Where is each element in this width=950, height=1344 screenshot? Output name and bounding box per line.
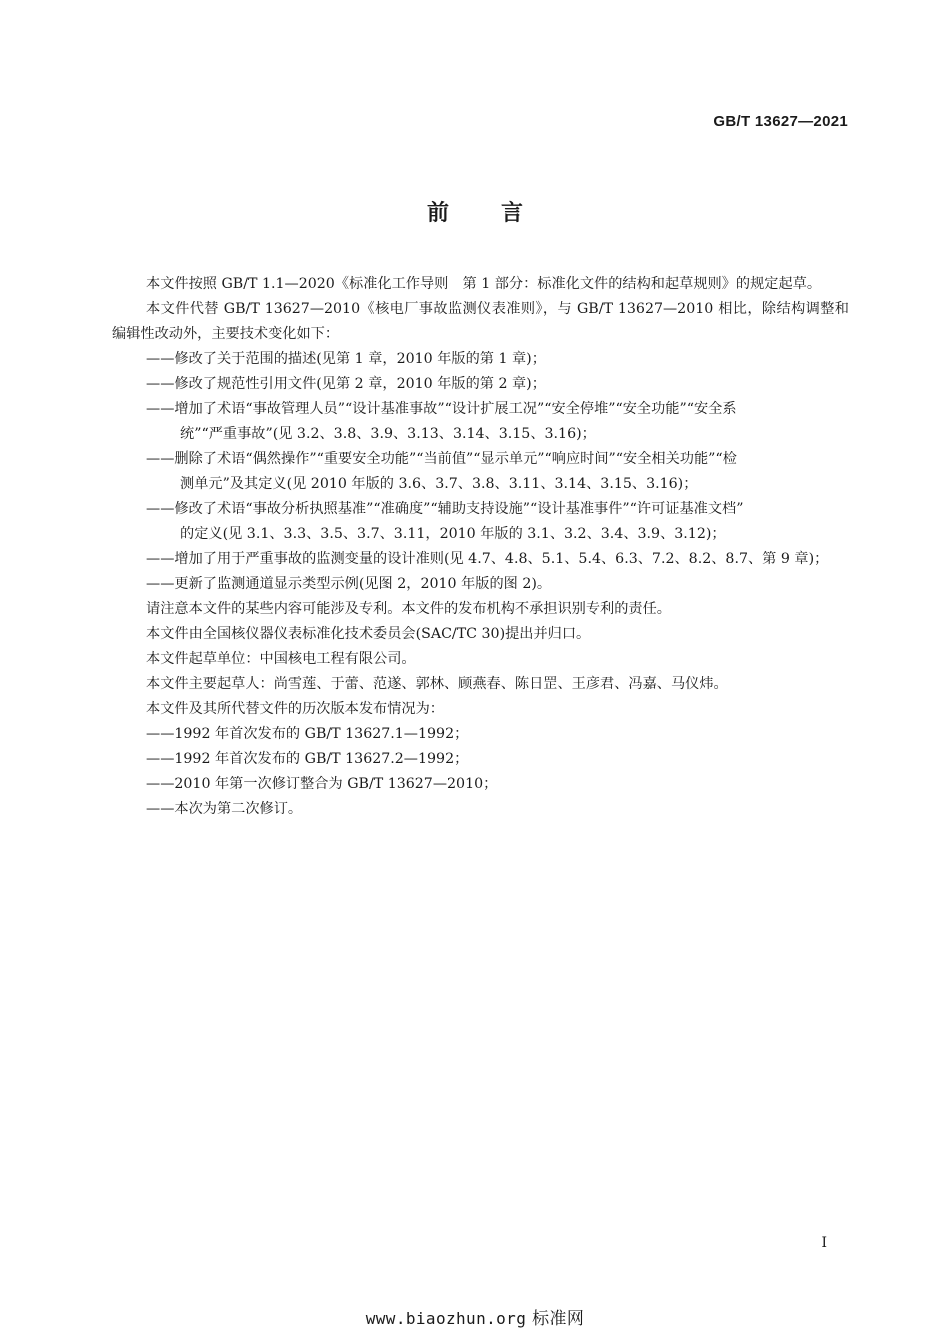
list-item: ——本次为第二次修订。 [146,801,303,817]
list-item-text: ——增加了用于严重事故的监测变量的设计准则(见 4.7、4.8、5.1、5.4、6.3、7.2、8.2、8.7、第 9 章)； [146,551,829,567]
paragraph-drafting-rules: 本文件按照 GB/T 1.1—2020《标准化工作导则 第 1 部分：标准化文件的结构和起草规则》的规定起草。 [146,276,822,292]
list-item [112,397,849,447]
document-body [112,272,849,822]
footer-url[interactable]: www.biaozhun.org [365,1309,527,1328]
list-item-text: ——更新了监测通道显示类型示例(见图 2，2010 年版的图 2)。 [146,576,552,592]
technical-changes-list [112,347,849,597]
list-item: ——1992 年首次发布的 GB/T 13627.2—1992； [146,751,469,767]
list-item-continuation: 的定义(见 3.1、3.3、3.5、3.7、3.11，2010 年版的 3.1、3.2、3.4、3.9、3.12)； [180,526,726,542]
paragraph-drafters: 本文件主要起草人：尚雪莲、于蕾、范遂、郭林、顾燕春、陈日罡、王彦君、冯嘉、马仪炜。 [146,676,728,692]
list-item-text: ——增加了术语“事故管理人员”“设计基准事故”“设计扩展工况”“安全停堆”“安全功能”“安全系 [146,401,737,417]
standard-code: GB/T 13627—2021 [713,113,848,130]
list-item [112,497,849,547]
list-item-text: ——修改了术语“事故分析执照基准”“准确度”“辅助支持设施”“设计基准事件”“许可证基准文档” [146,501,744,517]
list-item [112,547,849,572]
paragraph-proposer: 本文件由全国核仪器仪表标准化技术委员会(SAC/TC 30)提出并归口。 [146,626,591,642]
list-item: ——2010 年第一次修订整合为 GB/T 13627—2010； [146,776,498,792]
paragraph-replacement: 本文件代替 GB/T 13627—2010《核电厂事故监测仪表准则》，与 GB/T 13627—2010 相比，除结构调整和编辑性改动外，主要技术变化如下： [112,301,849,342]
list-item [112,447,849,497]
footer-site-name: 标准网 [532,1309,585,1329]
list-item-continuation: 测单元”及其定义(见 2010 年版的 3.6、3.7、3.8、3.11、3.14、3.15、3.16)； [180,476,698,492]
list-item-continuation: 统”“严重事故”(见 3.2、3.8、3.9、3.13、3.14、3.15、3.16)； [180,426,596,442]
page-number: I [821,1235,827,1251]
list-item-text: ——删除了术语“偶然操作”“重要安全功能”“当前值”“显示单元”“响应时间”“安全相关功能”“检 [146,451,737,467]
page-title: 前言 [426,201,575,226]
list-item [112,572,849,597]
list-item-text: ——修改了关于范围的描述(见第 1 章，2010 年版的第 1 章)； [146,351,546,367]
paragraph-patent-notice: 请注意本文件的某些内容可能涉及专利。本文件的发布机构不承担识别专利的责任。 [146,601,671,617]
version-history-list [112,722,849,822]
paragraph-drafting-unit: 本文件起草单位：中国核电工程有限公司。 [146,651,416,667]
list-item-text: ——修改了规范性引用文件(见第 2 章，2010 年版的第 2 章)； [146,376,546,392]
paragraph-history-intro: 本文件及其所代替文件的历次版本发布情况为： [146,701,444,717]
footer-watermark [0,1304,950,1329]
list-item [112,372,849,397]
list-item [112,347,849,372]
list-item: ——1992 年首次发布的 GB/T 13627.1—1992； [146,726,469,742]
